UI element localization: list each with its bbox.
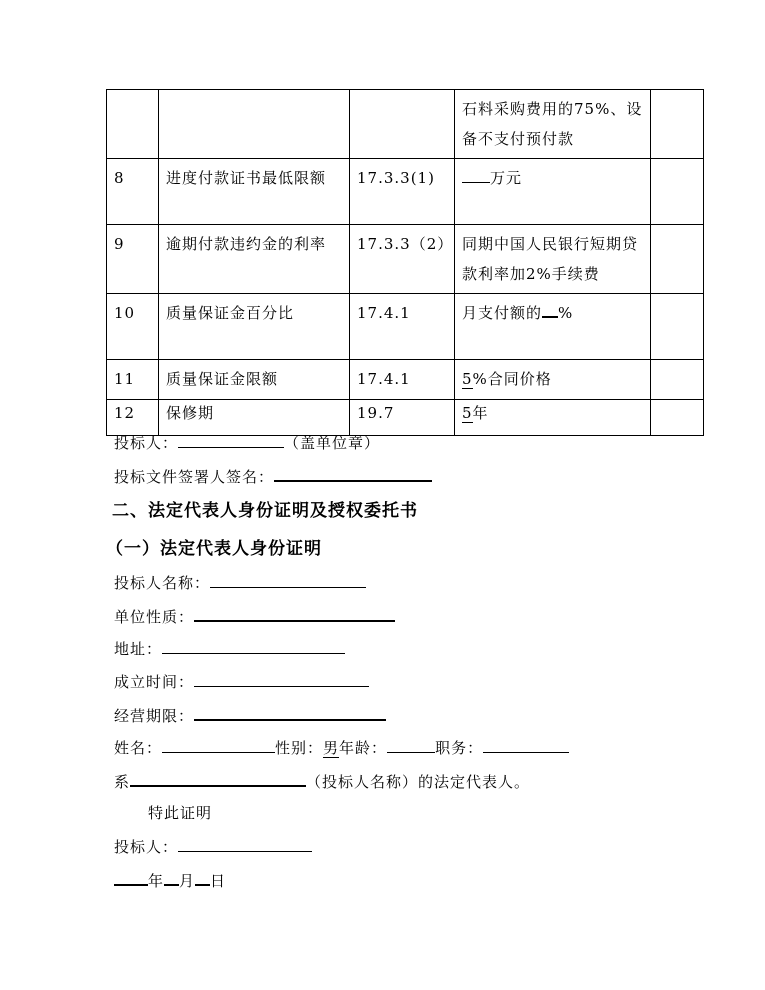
content-suffix: 万元 xyxy=(490,169,523,187)
day-field[interactable] xyxy=(195,868,210,886)
row-remark xyxy=(651,294,704,360)
row-remark xyxy=(651,90,704,159)
bidder-field[interactable] xyxy=(178,835,312,852)
row-item: 进度付款证书最低限额 xyxy=(159,159,350,225)
address-field[interactable] xyxy=(162,637,345,654)
content-suffix: % xyxy=(558,304,574,322)
position-label: 职务： xyxy=(435,739,484,757)
row-remark xyxy=(651,225,704,294)
month-field[interactable] xyxy=(164,868,179,886)
row-clause: 19.7 xyxy=(350,400,455,436)
row-item xyxy=(159,90,350,159)
unit-nature-field[interactable] xyxy=(194,604,395,622)
bidder-name-field[interactable] xyxy=(130,769,306,787)
table-row xyxy=(107,90,704,159)
bidder-label: 投标人： xyxy=(114,434,179,452)
row-item: 质量保证金限额 xyxy=(159,360,350,400)
table-row xyxy=(107,294,704,360)
established-label: 成立时间： xyxy=(114,673,195,691)
address-line xyxy=(114,637,345,659)
row-clause: 17.3.3（2） xyxy=(350,225,455,294)
gender-value: 男 xyxy=(323,739,340,757)
bidder-name-line xyxy=(114,571,366,593)
row-item: 逾期付款违约金的利率 xyxy=(159,225,350,294)
unit-nature-line xyxy=(114,604,395,627)
age-label: 年龄： xyxy=(339,739,388,757)
bidder-field[interactable] xyxy=(178,431,284,448)
operating-period-field[interactable] xyxy=(194,703,386,721)
row-content xyxy=(455,159,651,225)
row-remark xyxy=(651,360,704,400)
position-field[interactable] xyxy=(483,736,569,753)
operating-period-label: 经营期限： xyxy=(114,707,195,725)
address-label: 地址： xyxy=(114,640,163,658)
bidder-label: 投标人： xyxy=(114,838,179,856)
row-clause: 17.3.3(1) xyxy=(350,159,455,225)
row-number xyxy=(107,90,159,159)
row-clause xyxy=(350,90,455,159)
underlined-value: 5 xyxy=(462,404,473,422)
name-field[interactable] xyxy=(162,736,275,753)
operating-period-line xyxy=(114,703,386,726)
row-item: 保修期 xyxy=(159,400,350,436)
signer-field[interactable] xyxy=(274,464,432,482)
row-remark xyxy=(651,159,704,225)
row-item: 质量保证金百分比 xyxy=(159,294,350,360)
row-number: 9 xyxy=(107,225,159,294)
bidder-name-field[interactable] xyxy=(210,571,366,588)
section-subtitle: （一）法定代表人身份证明 xyxy=(106,539,322,559)
row-remark xyxy=(651,400,704,436)
year-field[interactable] xyxy=(114,868,148,886)
date-line xyxy=(114,868,226,891)
bidder-sign-line xyxy=(114,835,312,857)
seal-note: （盖单位章） xyxy=(284,434,381,452)
row-number: 12 xyxy=(107,400,159,436)
established-field[interactable] xyxy=(194,670,369,687)
table-row xyxy=(107,360,704,400)
established-line xyxy=(114,670,369,692)
row-clause: 17.4.1 xyxy=(350,360,455,400)
row-content xyxy=(455,360,651,400)
signer-label: 投标文件签署人签名： xyxy=(114,468,275,486)
row-clause: 17.4.1 xyxy=(350,294,455,360)
row-number: 10 xyxy=(107,294,159,360)
content-rest: %合同价格 xyxy=(472,370,552,388)
blank-field xyxy=(462,165,490,183)
row-content: 同期中国人民银行短期贷款利率加2%手续费 xyxy=(455,225,651,294)
age-field[interactable] xyxy=(387,736,435,753)
personal-info-line xyxy=(114,736,569,758)
table-row xyxy=(107,225,704,294)
certify-text: 特此证明 xyxy=(148,804,213,822)
content-prefix: 月支付额的 xyxy=(462,304,543,322)
relation-line xyxy=(114,769,530,792)
gender-label: 性别： xyxy=(275,739,324,757)
relation-suffix: （投标人名称）的法定代表人。 xyxy=(306,773,531,791)
signer-line xyxy=(114,464,432,487)
underlined-value: 5 xyxy=(462,370,473,388)
row-number: 8 xyxy=(107,159,159,225)
day-label: 日 xyxy=(210,872,227,890)
name-label: 姓名： xyxy=(114,739,163,757)
year-label: 年 xyxy=(148,872,165,890)
bidder-name-label: 投标人名称： xyxy=(114,574,211,592)
row-content xyxy=(455,400,651,436)
content-rest: 年 xyxy=(472,404,489,422)
month-label: 月 xyxy=(179,872,196,890)
contract-terms-table xyxy=(106,89,704,436)
unit-nature-label: 单位性质： xyxy=(114,608,195,626)
relation-prefix: 系 xyxy=(114,773,131,791)
blank-field xyxy=(542,299,558,318)
table-row xyxy=(107,159,704,225)
row-content xyxy=(455,294,651,360)
row-content: 石料采购费用的75%、设备不支付预付款 xyxy=(455,90,651,159)
bidder-seal-line xyxy=(114,431,380,453)
section-title: 二、法定代表人身份证明及授权委托书 xyxy=(112,501,418,521)
row-number: 11 xyxy=(107,360,159,400)
